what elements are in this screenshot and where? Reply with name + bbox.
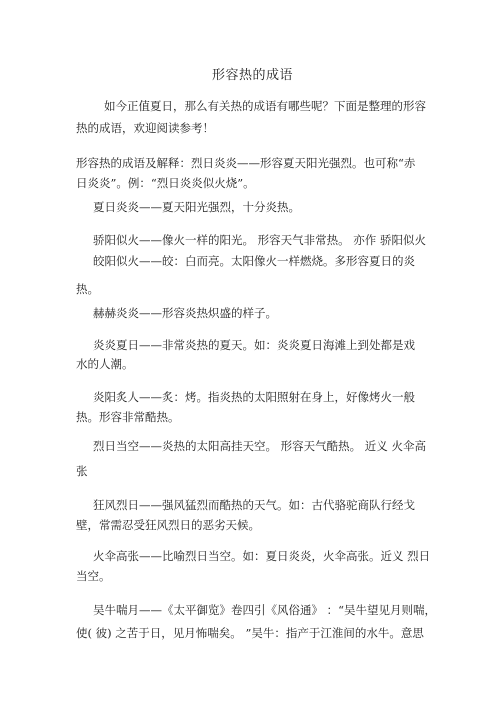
entry-line: 水的人潮。 <box>76 357 134 371</box>
entry-line: 火伞高张——比喻烈日当空。如：夏日炎炎，火伞高张。近义 烈日 <box>93 549 431 563</box>
entry-line: 壁，常需忍受狂风烈日的恶劣天候。 <box>76 518 260 532</box>
entry-line: 形容热的成语及解释：烈日炎炎——形容夏天阳光强烈。也可称“赤 <box>76 156 416 170</box>
entry-line: 狂风烈日——强风猛烈而酷热的天气。如：古代骆驼商队行经戈 <box>93 498 415 512</box>
entry-line: 赫赫炎炎——形容炎热炽盛的样子。 <box>93 306 277 320</box>
entry-line: 张 <box>76 464 88 478</box>
intro-line: 如今正值夏日，那么有关热的成语有哪些呢？下面是整理的形容 <box>104 99 426 113</box>
intro-line: 热的成语，欢迎阅读参考！ <box>76 121 214 135</box>
entry-line: 炎阳炙人——炙：烤。指炎热的太阳照射在身上，好像烤火一般 <box>93 390 415 404</box>
entry-line: 日炎炎”。例：“烈日炎炎似火烧”。 <box>76 176 255 190</box>
entry-line: 烈日当空——炎热的太阳高挂天空。 形容天气酷热。 近义 火伞高 <box>93 439 426 453</box>
entry-line: 骄阳似火——像火一样的阳光。 形容天气非常热。 亦作 骄阳似火 <box>93 233 426 247</box>
entry-line: 皎阳似火——皎：白而亮。太阳像火一样燃烧。多形容夏日的炎 <box>93 254 415 268</box>
entry-line: 使( 彼) 之苦于日，见月怖喘矣。 ”吴牛：指产于江淮间的水牛。意思 <box>76 626 424 640</box>
entry-line: 炎炎夏日——非常炎热的夏天。如：炎炎夏日海滩上到处都是戏 <box>93 338 415 352</box>
entry-line: 热。 <box>76 282 99 296</box>
entry-line: 热。形容非常酷热。 <box>76 410 180 424</box>
entry-line: 吴牛喘月——《太平御览》卷四引《风俗通》 ：“吴牛望见月则喘， <box>93 603 437 617</box>
entry-line: 当空。 <box>76 569 111 583</box>
document-title: 形容热的成语 <box>212 68 294 83</box>
entry-line: 夏日炎炎——夏天阳光强烈，十分炎热。 <box>93 200 300 214</box>
